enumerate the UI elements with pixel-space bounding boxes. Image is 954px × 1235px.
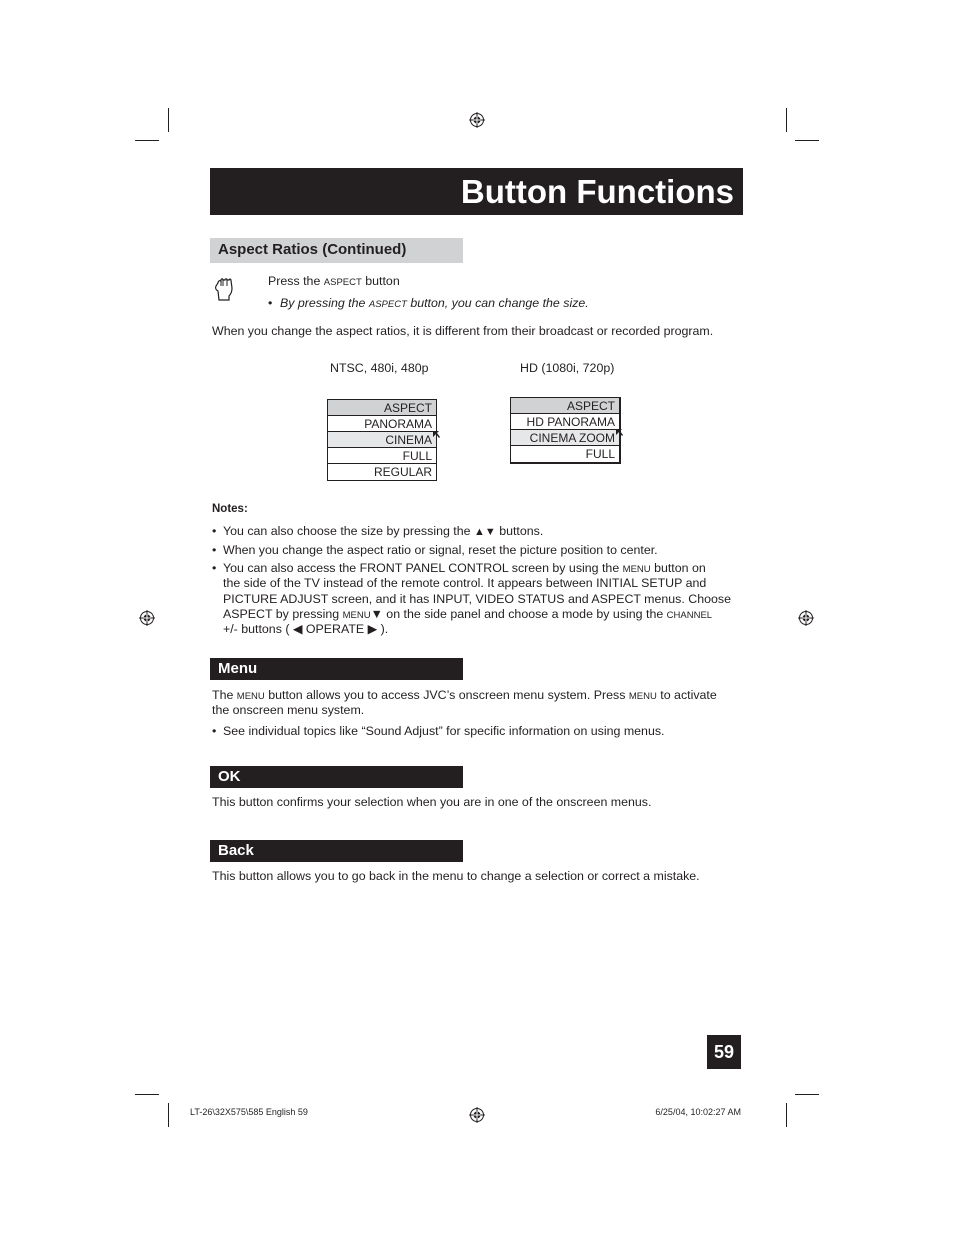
menu-desc-line-2: the onscreen menu system. [212,703,365,717]
menu-bullet: See individual topics like “Sound Adjust” for specific information on using menus. [223,724,665,738]
footer-left: LT-26\32X575\585 English 59 [190,1107,308,1117]
bullet: • [212,724,217,738]
menu-item-panorama[interactable]: PANORAMA [328,416,436,432]
title-bar [210,168,743,215]
footer-right: 6/25/04, 10:02:27 AM [655,1107,741,1117]
hd-aspect-menu [510,397,621,464]
press-instruction: Press the ASPECT button [268,274,400,288]
cursor-arrow-icon [432,430,441,439]
crop-mark [135,1094,159,1095]
bullet: • [212,543,217,557]
crop-mark [795,140,819,141]
note-3-line-2: the side of the TV instead of the remote control. It appears between INITIAL SETUP and [223,576,707,590]
bullet: • [268,296,273,310]
ntsc-aspect-menu [327,399,437,481]
registration-mark-icon [469,112,485,128]
page-number: 59 [707,1035,741,1069]
menu-item-full[interactable]: FULL [328,448,436,464]
hand-press-icon [212,277,236,302]
note-3-line-5: +/- buttons ( ◀ OPERATE ▶ ). [223,622,389,636]
ok-desc: This button confirms your selection when you are in one of the onscreen menus. [212,795,652,809]
section-heading-menu [210,658,463,680]
menu-header: ASPECT [328,400,436,416]
note-3-line-3: PICTURE ADJUST screen, and it has INPUT, VIDEO STATUS and ASPECT menus. Choose [223,592,731,606]
note-2: When you change the aspect ratio or signal, reset the picture position to center. [223,543,658,557]
section-heading-text: Aspect Ratios (Continued) [218,241,407,258]
section-heading-ok [210,766,463,788]
menu-item-cinema-zoom[interactable]: CINEMA ZOOM [511,430,619,446]
crop-mark [786,108,787,132]
registration-mark-icon [798,610,814,626]
ntsc-label: NTSC, 480i, 480p [330,361,429,375]
section-heading-text: Back [218,842,254,859]
note-3-line-1: You can also access the FRONT PANEL CONTROL screen by using the MENU button on [223,561,706,575]
note-1: You can also choose the size by pressing the ▲▼ buttons. [223,524,544,538]
note-3-line-4: ASPECT by pressing MENU▼ on the side panel and choose a mode by using the CHANNEL [223,607,713,621]
bullet: • [212,524,217,538]
section-heading-aspect [210,238,463,263]
registration-mark-icon [139,610,155,626]
back-desc: This button allows you to go back in the menu to change a selection or correct a mistake. [212,869,700,883]
menu-item-hd-panorama[interactable]: HD PANORAMA [511,414,619,430]
page-title: Button Functions [460,173,734,210]
bullet: • [212,561,217,575]
section-heading-back [210,840,463,862]
crop-mark [168,1103,169,1127]
registration-mark-icon [469,1107,485,1123]
crop-mark [795,1094,819,1095]
menu-item-regular[interactable]: REGULAR [373,465,432,479]
section-heading-text: Menu [218,660,258,677]
hd-label: HD (1080i, 720p) [520,361,615,375]
cursor-arrow-icon [615,428,624,437]
menu-item-cinema[interactable]: CINEMA [328,432,436,448]
aspect-intro: When you change the aspect ratios, it is different from their broadcast or recorded program. [212,324,714,338]
crop-mark [135,140,159,141]
menu-header: ASPECT [511,398,619,414]
section-heading-text: OK [218,768,241,785]
menu-item-full[interactable]: FULL [585,447,615,461]
crop-mark [786,1103,787,1127]
menu-desc-line-1: The MENU button allows you to access JVC’s onscreen menu system. Press MENU to activate [212,688,717,702]
crop-mark [168,108,169,132]
notes-heading: Notes: [212,503,248,515]
press-bullet-text: By pressing the ASPECT button, you can change the size. [280,296,589,310]
